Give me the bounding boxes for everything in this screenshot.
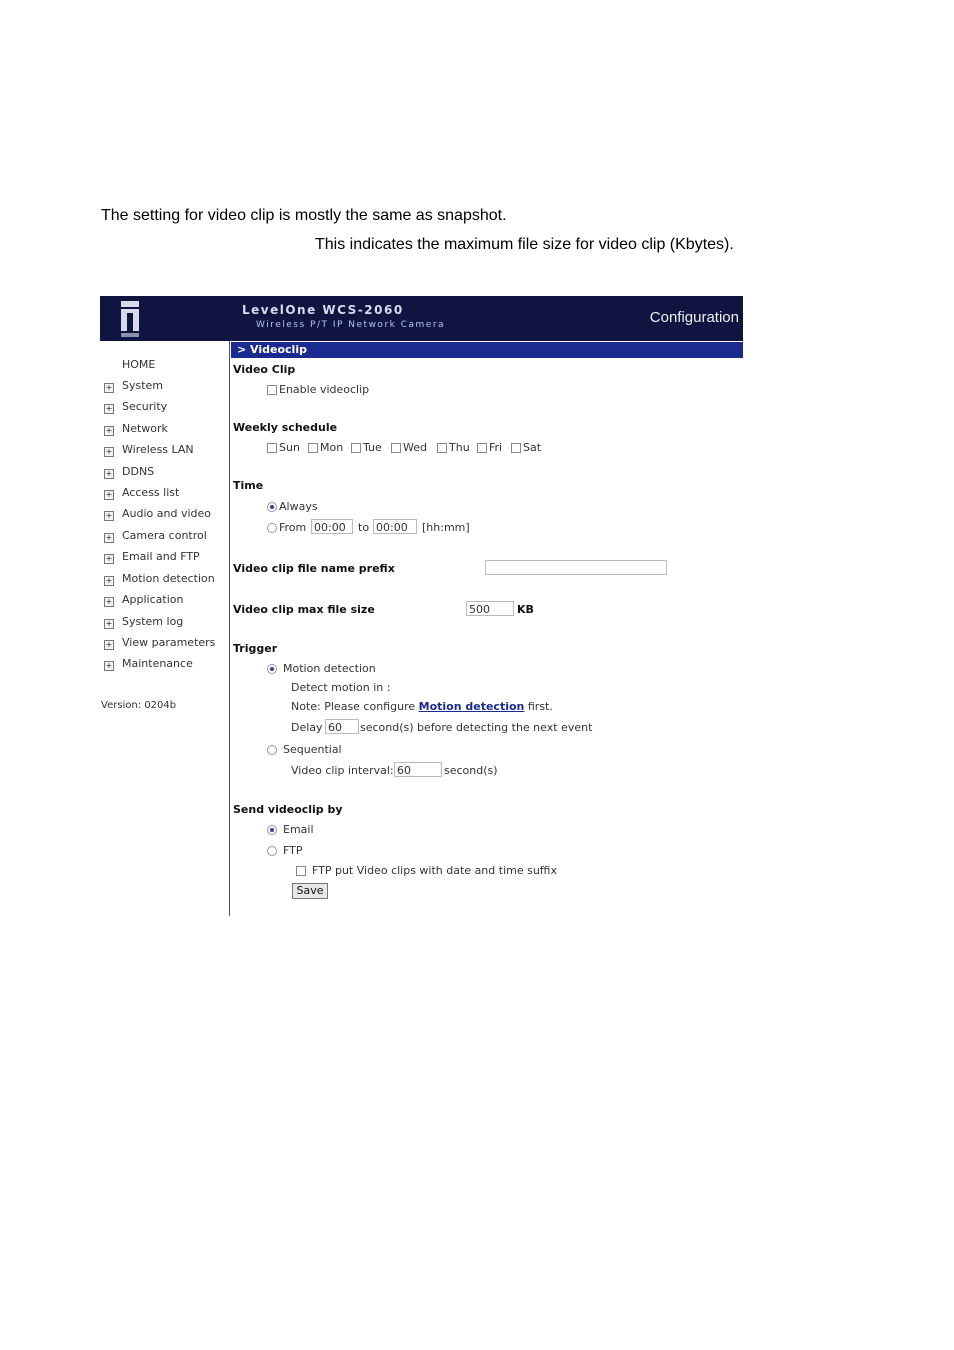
sidebar-item-maintenance[interactable]: [100, 657, 229, 675]
time-to-input[interactable]: 00:00: [373, 519, 417, 534]
send-email-radio[interactable]: [267, 825, 277, 835]
prefix-input[interactable]: [485, 560, 667, 575]
camera-config-screenshot: [100, 296, 743, 916]
send-ftp-label: FTP: [283, 844, 303, 857]
enable-videoclip-label: Enable videoclip: [279, 383, 370, 396]
sidebar-item-label: Wireless LAN: [122, 443, 194, 456]
time-from-radio[interactable]: [267, 523, 277, 533]
trigger-sequential-radio[interactable]: [267, 745, 277, 755]
expand-icon: +: [105, 619, 113, 628]
sidebar-item-label: View parameters: [122, 636, 216, 649]
send-ftp-radio[interactable]: [267, 846, 277, 856]
sidebar-item-home[interactable]: HOME: [122, 358, 156, 371]
sidebar-item-label: Camera control: [122, 529, 207, 542]
sidebar: [100, 341, 230, 916]
brand-model: LevelOne WCS-2060: [242, 303, 404, 317]
expand-icon: +: [105, 383, 113, 392]
sidebar-item-wireless-lan[interactable]: [100, 443, 229, 461]
interval-input[interactable]: 60: [394, 762, 442, 777]
detect-motion-in-label: Detect motion in :: [291, 681, 391, 694]
prefix-label: Video clip file name prefix: [233, 562, 395, 575]
time-from-label: From: [279, 521, 307, 534]
sidebar-item-motion-detection[interactable]: [100, 572, 229, 590]
sidebar-item-camera-control[interactable]: [100, 529, 229, 547]
page-title: Configuration: [649, 309, 739, 326]
sidebar-item-email-ftp[interactable]: [100, 550, 229, 568]
delay-suffix: second(s) before detecting the next event: [360, 721, 593, 734]
sidebar-item-access-list[interactable]: [100, 486, 229, 504]
sidebar-item-system[interactable]: [100, 379, 229, 397]
sidebar-item-security[interactable]: [100, 400, 229, 418]
trigger-sequential-label: Sequential: [283, 743, 342, 756]
enable-videoclip-checkbox[interactable]: [267, 385, 277, 395]
max-size-input[interactable]: 500: [466, 601, 514, 616]
day-label: Wed: [403, 441, 427, 454]
max-size-label: Video clip max file size: [233, 603, 375, 616]
day-checkbox-mon[interactable]: [308, 443, 318, 453]
section-send-videoclip: Send videoclip by: [233, 803, 343, 816]
day-label: Mon: [320, 441, 344, 454]
trigger-motion-label: Motion detection: [283, 662, 376, 675]
sidebar-item-label: Security: [122, 400, 168, 413]
day-label: Thu: [449, 441, 470, 454]
sidebar-item-application[interactable]: [100, 593, 229, 611]
day-label: Tue: [363, 441, 382, 454]
section-weekly-schedule: Weekly schedule: [233, 421, 338, 434]
sidebar-item-label: System log: [122, 615, 184, 628]
expand-icon: +: [105, 404, 113, 413]
ftp-date-suffix-checkbox[interactable]: [296, 866, 306, 876]
day-label: Sat: [523, 441, 542, 454]
delay-label: Delay: [291, 721, 323, 734]
sidebar-item-label: System: [122, 379, 164, 392]
expand-icon: +: [105, 661, 113, 670]
section-trigger: Trigger: [233, 642, 278, 655]
time-always-radio[interactable]: [267, 502, 277, 512]
time-from-input[interactable]: 00:00: [311, 519, 353, 534]
sidebar-item-label: Email and FTP: [122, 550, 200, 563]
day-label: Fri: [489, 441, 503, 454]
sidebar-item-system-log[interactable]: [100, 615, 229, 633]
header-banner: [100, 296, 743, 341]
sidebar-item-view-parameters[interactable]: [100, 636, 229, 654]
sidebar-item-ddns[interactable]: [100, 465, 229, 483]
sidebar-item-label: Network: [122, 422, 168, 435]
doc-paragraph-2: This indicates the maximum file size for video clip (Kbytes).: [315, 236, 734, 253]
day-checkbox-sat[interactable]: [511, 443, 521, 453]
day-checkbox-tue[interactable]: [351, 443, 361, 453]
day-checkbox-thu[interactable]: [437, 443, 447, 453]
doc-paragraph-1: The setting for video clip is mostly the same as snapshot.: [101, 207, 507, 224]
expand-icon: +: [105, 554, 113, 563]
sidebar-item-label: Application: [122, 593, 184, 606]
sidebar-item-label: Audio and video: [122, 507, 211, 520]
send-email-label: Email: [283, 823, 314, 836]
section-time: Time: [233, 479, 264, 492]
expand-icon: +: [105, 490, 113, 499]
expand-icon: +: [105, 426, 113, 435]
expand-icon: +: [105, 511, 113, 520]
sidebar-item-audio-video[interactable]: [100, 507, 229, 525]
expand-icon: +: [105, 640, 113, 649]
expand-icon: +: [105, 533, 113, 542]
delay-input[interactable]: 60: [325, 719, 359, 734]
sidebar-item-label: Maintenance: [122, 657, 193, 670]
sidebar-item-label: DDNS: [122, 465, 155, 478]
interval-label: Video clip interval:: [291, 764, 394, 777]
time-always-label: Always: [279, 500, 318, 513]
interval-suffix: second(s): [444, 764, 498, 777]
main-panel: [231, 341, 743, 916]
levelone-logo-icon: [108, 298, 150, 339]
day-checkbox-sun[interactable]: [267, 443, 277, 453]
save-button[interactable]: Save: [292, 883, 328, 899]
ftp-date-suffix-label: FTP put Video clips with date and time suffix: [312, 864, 557, 877]
sidebar-item-network[interactable]: [100, 422, 229, 440]
day-checkbox-wed[interactable]: [391, 443, 401, 453]
breadcrumb: > Videoclip: [231, 342, 743, 358]
expand-icon: +: [105, 447, 113, 456]
sidebar-item-label: Motion detection: [122, 572, 215, 585]
max-size-unit: KB: [517, 603, 534, 616]
time-format-hint: [hh:mm]: [422, 521, 470, 534]
day-label: Sun: [279, 441, 300, 454]
motion-detection-link[interactable]: Motion detection: [418, 700, 525, 713]
time-to-label: to: [358, 521, 370, 534]
brand-subtitle: Wireless P/T IP Network Camera: [256, 320, 446, 330]
expand-icon: +: [105, 576, 113, 585]
motion-note: [291, 700, 553, 713]
sidebar-item-label: Access list: [122, 486, 180, 499]
firmware-version: Version: 0204b: [101, 700, 177, 711]
expand-icon: +: [105, 597, 113, 606]
trigger-motion-radio[interactable]: [267, 664, 277, 674]
section-video-clip: Video Clip: [233, 363, 296, 376]
expand-icon: +: [105, 469, 113, 478]
day-checkbox-fri[interactable]: [477, 443, 487, 453]
note-suffix: first.: [527, 700, 553, 713]
note-prefix: Note: Please configure: [291, 700, 416, 713]
